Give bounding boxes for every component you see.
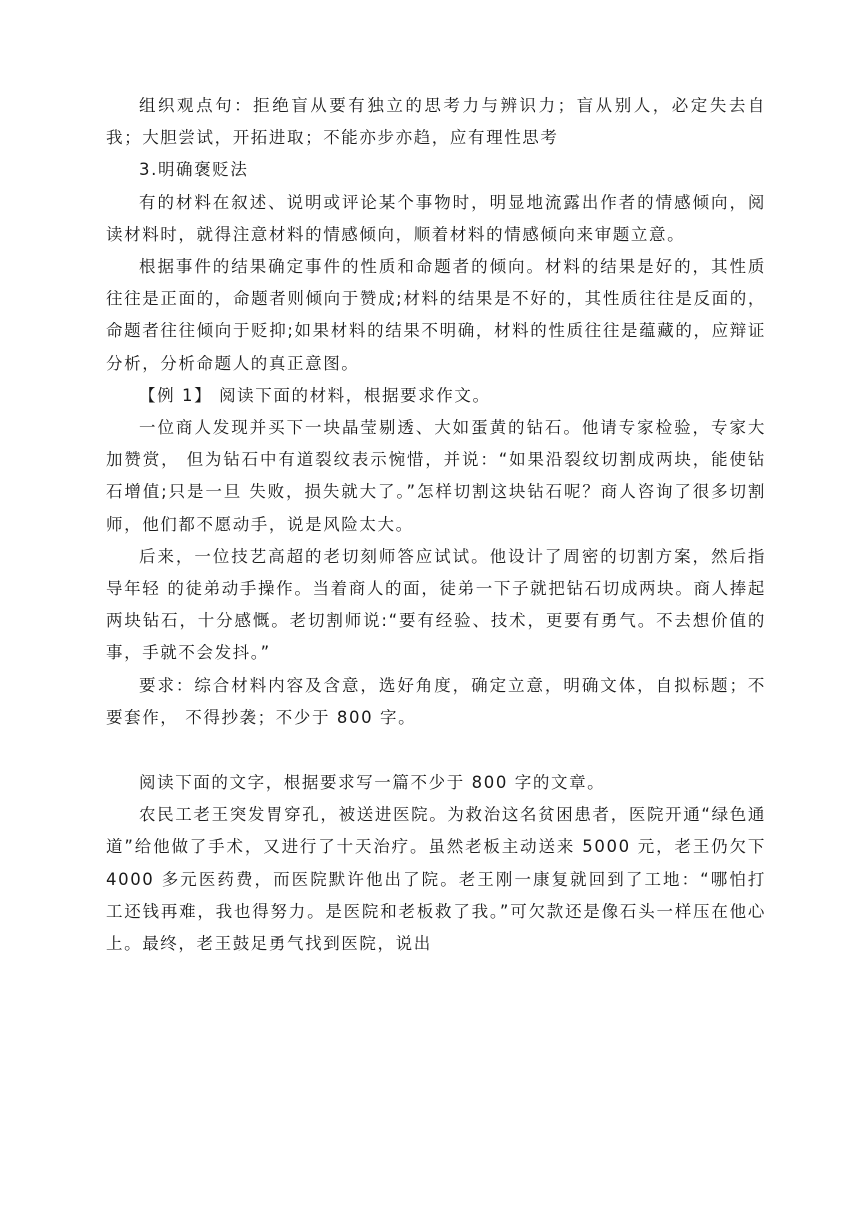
paragraph-migrant-worker: 农民工老王突发胃穿孔，被送进医院。为救治这名贫困患者，医院开通“绿色通道”给他做了手术，又进行了十天治疗。虽然老板主动送来 5000 元，老王仍欠下 4000 多元医药费，而医院默许他出了院。老王刚一康复就回到了工地：“哪怕打工还钱再难，我也得努力。是医院和老板救了我。”可欠款还是像石头一样压在他心上。最终，老王鼓足勇气找到医院，说出 xyxy=(106,805,766,954)
blank-line xyxy=(106,734,766,767)
paragraph-viewpoint-sentences: 组织观点句：拒绝盲从要有独立的思考力与辨识力；盲从别人，必定失去自我；大胆尝试，开拓进取；不能亦步亦趋，应有理性思考 xyxy=(106,96,766,148)
paragraph-requirements: 要求：综合材料内容及含意，选好角度，确定立意，明确文体，自拟标题；不要套作， 不得抄袭；不少于 800 字。 xyxy=(106,675,766,727)
example-1-heading: 【例 1】 阅读下面的材料，根据要求作文。 xyxy=(139,385,491,405)
paragraph-emotional-tendency: 有的材料在叙述、说明或评论某个事物时，明显地流露出作者的情感倾向，阅读材料时，就得注意材料的情感倾向，顺着材料的情感倾向来审题立意。 xyxy=(106,192,766,244)
paragraph-diamond-merchant: 一位商人发现并买下一块晶莹剔透、大如蛋黄的钻石。他请专家检验，专家大加赞赏， 但为钻石中有道裂纹表示惋惜，并说：“如果沿裂纹切割成两块，能使钻石增值;只是一旦 失败，损失就大了。”怎样切割这块钻石呢？商人咨询了很多切割师，他们都不愿动手，说是风险太大。 xyxy=(106,418,766,534)
paragraph-event-result: 根据事件的结果确定事件的性质和命题者的倾向。材料的结果是好的，其性质往往是正面的，命题者则倾向于赞成;材料的结果是不好的，其性质往往是反面的，命题者往往倾向于贬抑;如果材料的结果不明确，材料的性质往往是蕴藏的，应辩证分析，分析命题人的真正意图。 xyxy=(106,257,766,373)
paragraph-old-cutter: 后来，一位技艺高超的老切刻师答应试试。他设计了周密的切割方案，然后指导年轻 的徒弟动手操作。当着商人的面，徒弟一下子就把钻石切成两块。商人捧起两块钻石，十分感慨。老切割师说:“要有经验、技术，更要有勇气。不去想价值的事，手就不会发抖。” xyxy=(106,546,766,663)
document-body xyxy=(106,90,766,960)
paragraph-task-instruction: 阅读下面的文字，根据要求写一篇不少于 800 字的文章。 xyxy=(139,773,606,793)
section-heading-praise-criticism: 3.明确褒贬法 xyxy=(139,160,249,180)
